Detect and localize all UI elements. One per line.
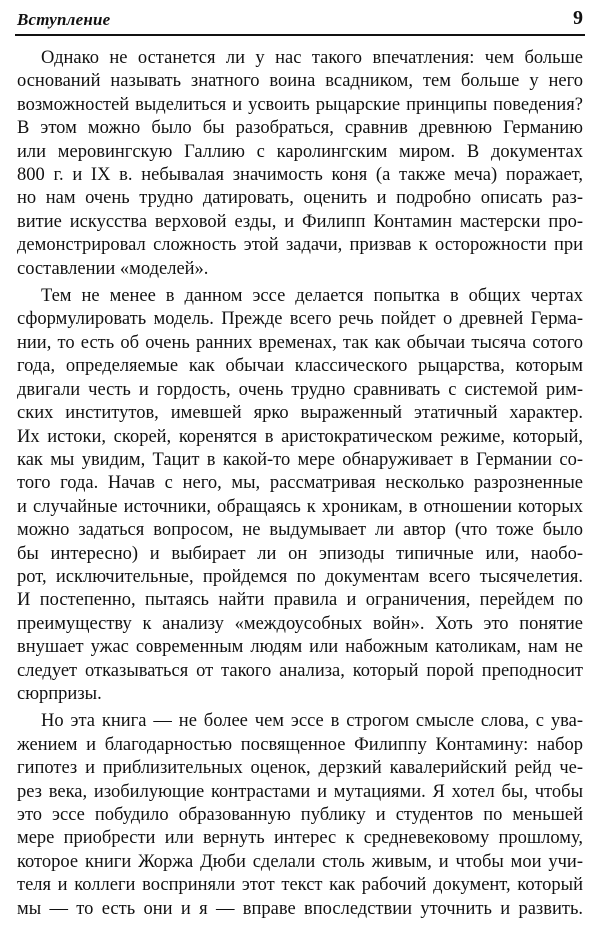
text-line: теля и коллеги восприняли этот текст как рабочий документ, который xyxy=(17,875,583,896)
text-line: внушает ужас современным людям или набожным католикам, нам не xyxy=(17,637,583,658)
text-line: того года. Начав с него, мы, рассматривая несколько разрозненные xyxy=(17,473,583,494)
text-line: и случайные источники, обращаясь к хроникам, в отношении которых xyxy=(17,496,583,517)
text-line: это эссе побудило образованную публику и студентов по меньшей xyxy=(17,805,583,825)
text-line: В этом можно было бы разобраться, сравнив древнюю Германию xyxy=(17,118,583,139)
text-line: но нам очень трудно датировать, оценить и подробно описать раз- xyxy=(17,188,583,209)
text-line: ских институтов, имевшей ярко выраженный этатичный характер. xyxy=(17,403,583,424)
body-text xyxy=(17,47,583,925)
text-line: демонстрировал сложность этой задачи, призвав к осторожности при xyxy=(17,235,583,256)
text-line: Тем не менее в данном эссе делается попытка в общих чертах xyxy=(41,286,583,307)
text-line: оснований называть знатного воина всадником, тем больше у него xyxy=(17,71,583,92)
text-line: Их истоки, скорей, коренятся в аристократическом режиме, который, xyxy=(17,426,583,447)
page-number: 9 xyxy=(573,7,583,29)
paragraph-3 xyxy=(17,710,583,921)
text-line: жением и благодарностью посвященное Филиппу Контамину: набор xyxy=(17,734,583,755)
text-line: гипотез и приблизительных оценок, дерзкий кавалерийский рейд че- xyxy=(17,758,583,779)
text-line: И постепенно, пытаясь найти правила и ограничения, перейдем по xyxy=(17,590,583,611)
text-line: преимуществу к анализу «междоусобных войн». Хоть это понятие xyxy=(17,613,583,634)
text-line: или меровингскую Галлию с каролингским миром. В документах xyxy=(17,141,583,162)
text-line: витие искусства верховой езды, и Филипп Контамин мастерски про- xyxy=(17,211,583,232)
text-line: нии, то есть об очень ранних временах, так как обычаи тысяча сотого xyxy=(17,332,583,353)
text-line: мере приобрести или вернуть интерес к средневековому прошлому, xyxy=(17,828,583,849)
text-line: как мы увидим, Тацит в какой-то мере обнаруживает в Германии со- xyxy=(17,449,583,470)
paragraph-2 xyxy=(17,285,583,706)
text-line: Но эта книга — не более чем эссе в строгом смысле слова, с ува- xyxy=(41,711,583,732)
paragraph-1 xyxy=(17,47,583,281)
text-line: рез века, изобилующие контрастами и мутациями. Я хотел бы, чтобы xyxy=(17,781,583,802)
text-line: составлении «моделей». xyxy=(17,258,209,279)
text-line: бы интересно) и выбирает ли он эпизоды типичные или, наобо- xyxy=(17,543,583,564)
text-line: возможностей выделиться и усвоить рыцарские принципы поведения? xyxy=(17,94,583,115)
text-line: двигали честь и гордость, очень трудно сравнивать с системой рим- xyxy=(17,379,583,400)
text-line: сформулировать модель. Прежде всего речь пойдет о древней Герма- xyxy=(17,309,583,330)
text-line: Однако не останется ли у нас такого впечатления: чем больше xyxy=(41,48,583,68)
text-line: сюрпризы. xyxy=(17,683,102,704)
section-title: Вступление xyxy=(17,10,111,29)
text-line: следует отказываться от такого анализа, который порой преподносит xyxy=(17,660,583,681)
text-line: можно задаться вопросом, не выдумывает ли автор (что тоже было xyxy=(17,520,583,541)
header-rule xyxy=(15,34,585,36)
text-line: рот, исключительные, пройдемся по документам всего тысячелетия. xyxy=(17,566,583,587)
text-line: которое книги Жоржа Дюби сделали столь живым, и чтобы мои учи- xyxy=(17,851,583,872)
text-line: 800 г. и IX в. небывалая значимость коня (а также меча) поражает, xyxy=(17,165,583,186)
text-line: мы — то есть они и я — вправе впоследствии уточнить и развить. xyxy=(17,898,583,919)
text-line: года, определяемые как обычаи классического рыцарства, которым xyxy=(17,356,583,377)
running-header xyxy=(15,6,585,36)
